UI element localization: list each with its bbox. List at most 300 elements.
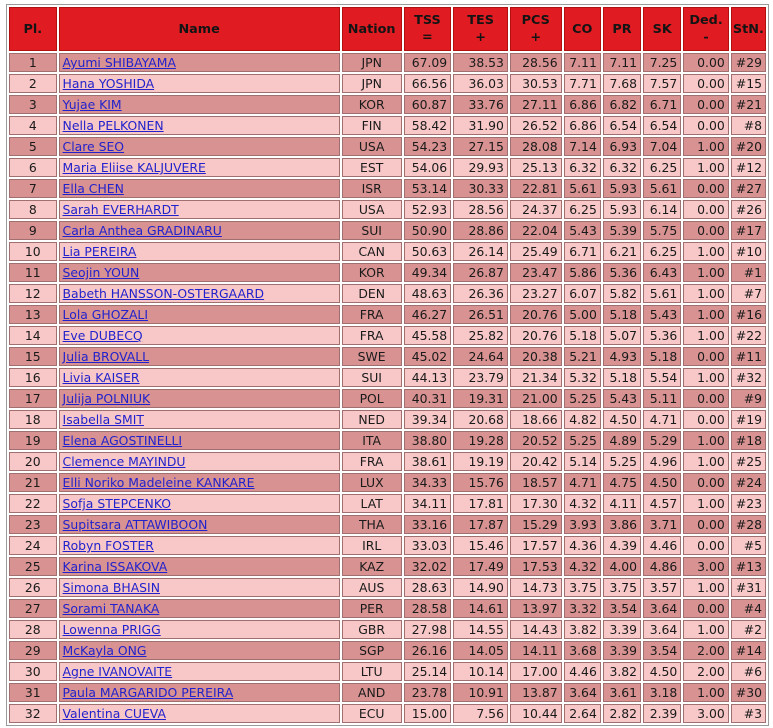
cell-pcs: 22.04 [510,221,562,240]
cell-nation: AUS [342,578,402,597]
cell-deductions: 1.00 [683,452,728,471]
cell-nation: KOR [342,95,402,114]
cell-place: 7 [9,179,57,198]
header-start-number[interactable]: StN. [731,7,766,51]
cell-name [59,347,340,366]
skater-name-link[interactable]: Livia KAISER [62,370,140,385]
cell-tes: 28.56 [453,200,508,219]
cell-tss: 67.09 [404,53,452,72]
cell-nation: NED [342,410,402,429]
cell-start-number: #30 [731,683,766,702]
skater-name-link[interactable]: Karina ISSAKOVA [62,559,168,574]
cell-tss: 38.61 [404,452,452,471]
header-pcs[interactable] [510,7,562,51]
cell-place: 30 [9,662,57,681]
cell-nation: KOR [342,263,402,282]
cell-start-number: #15 [731,74,766,93]
skater-name-link[interactable]: Supitsara ATTAWIBOON [62,517,208,532]
cell-tss: 40.31 [404,389,452,408]
skater-name-link[interactable]: Eve DUBECQ [62,328,143,343]
cell-pr: 3.39 [603,641,641,660]
header-tes-label: TES [467,13,494,28]
table-row [9,704,766,723]
cell-pcs: 28.08 [510,137,562,156]
cell-deductions: 1.00 [683,494,728,513]
skater-name-link[interactable]: Lola GHOZALI [62,307,148,322]
cell-co: 7.71 [564,74,601,93]
cell-sk: 5.61 [643,179,681,198]
table-row [9,515,766,534]
cell-name [59,305,340,324]
cell-place: 8 [9,200,57,219]
cell-tss: 15.00 [404,704,452,723]
cell-co: 6.25 [564,200,601,219]
cell-pcs: 20.76 [510,326,562,345]
cell-nation: FIN [342,116,402,135]
skater-name-link[interactable]: Sarah EVERHARDT [62,202,179,217]
cell-start-number: #5 [731,536,766,555]
cell-co: 5.25 [564,389,601,408]
cell-sk: 3.71 [643,515,681,534]
skater-name-link[interactable]: Elena AGOSTINELLI [62,433,183,448]
cell-tes: 31.90 [453,116,508,135]
cell-co: 3.32 [564,599,601,618]
cell-tss: 54.23 [404,137,452,156]
cell-pr: 7.68 [603,74,641,93]
cell-start-number: #3 [731,704,766,723]
header-tss-label: TSS [414,13,441,28]
cell-place: 28 [9,620,57,639]
cell-name [59,662,340,681]
cell-pr: 5.36 [603,263,641,282]
cell-tss: 49.34 [404,263,452,282]
cell-tes: 26.87 [453,263,508,282]
cell-start-number: #8 [731,116,766,135]
cell-pr: 3.54 [603,599,641,618]
cell-place: 2 [9,74,57,93]
cell-pr: 4.00 [603,557,641,576]
cell-deductions: 0.00 [683,410,728,429]
cell-pr: 5.18 [603,305,641,324]
cell-tss: 45.02 [404,347,452,366]
cell-start-number: #14 [731,641,766,660]
skater-name-link[interactable]: McKayla ONG [62,643,147,658]
skater-name-link[interactable]: Clemence MAYINDU [62,454,186,469]
cell-tes: 19.19 [453,452,508,471]
cell-name [59,494,340,513]
cell-nation: GBR [342,620,402,639]
cell-nation: FRA [342,326,402,345]
header-pr[interactable]: PR [603,7,641,51]
header-place[interactable]: Pl. [9,7,57,51]
cell-tss: 28.58 [404,599,452,618]
cell-pcs: 14.11 [510,641,562,660]
cell-tss: 34.33 [404,473,452,492]
cell-deductions: 0.00 [683,389,728,408]
cell-sk: 4.71 [643,410,681,429]
skater-name-link[interactable]: Ella CHEN [62,181,124,196]
header-name[interactable]: Name [59,7,340,51]
table-row [9,452,766,471]
cell-tes: 26.51 [453,305,508,324]
cell-place: 1 [9,53,57,72]
table-row [9,305,766,324]
cell-place: 24 [9,536,57,555]
cell-start-number: #29 [731,53,766,72]
skater-name-link[interactable]: Isabella SMIT [62,412,144,427]
cell-name [59,683,340,702]
header-sk[interactable]: SK [643,7,681,51]
cell-deductions: 1.00 [683,158,728,177]
cell-pr: 2.82 [603,704,641,723]
cell-deductions: 1.00 [683,326,728,345]
table-row [9,599,766,618]
cell-pcs: 20.38 [510,347,562,366]
skater-name-link[interactable]: Clare SEO [62,139,125,154]
cell-sk: 3.54 [643,641,681,660]
cell-name [59,242,340,261]
cell-sk: 3.18 [643,683,681,702]
cell-tss: 50.63 [404,242,452,261]
cell-tes: 36.03 [453,74,508,93]
cell-pcs: 20.42 [510,452,562,471]
cell-sk: 5.75 [643,221,681,240]
cell-sk: 6.54 [643,116,681,135]
table-row [9,410,766,429]
cell-sk: 7.57 [643,74,681,93]
cell-place: 21 [9,473,57,492]
cell-tss: 27.98 [404,620,452,639]
table-row [9,557,766,576]
table-row [9,473,766,492]
cell-place: 11 [9,263,57,282]
skater-name-link[interactable]: Yujae KIM [62,97,122,112]
skater-name-link[interactable]: Robyn FOSTER [62,538,154,553]
cell-co: 6.32 [564,158,601,177]
cell-deductions: 1.00 [683,620,728,639]
cell-pcs: 25.49 [510,242,562,261]
cell-tes: 14.61 [453,599,508,618]
cell-nation: KAZ [342,557,402,576]
cell-tss: 60.87 [404,95,452,114]
cell-start-number: #17 [731,221,766,240]
table-row [9,242,766,261]
table-header [9,7,766,51]
cell-pr: 5.18 [603,368,641,387]
cell-pcs: 18.57 [510,473,562,492]
cell-name [59,641,340,660]
cell-pcs: 17.53 [510,557,562,576]
cell-start-number: #21 [731,95,766,114]
cell-deductions: 1.00 [683,242,728,261]
cell-place: 29 [9,641,57,660]
cell-start-number: #12 [731,158,766,177]
cell-co: 4.82 [564,410,601,429]
cell-place: 22 [9,494,57,513]
cell-deductions: 1.00 [683,284,728,303]
cell-deductions: 1.00 [683,263,728,282]
cell-co: 5.25 [564,431,601,450]
cell-nation: LUX [342,473,402,492]
cell-start-number: #7 [731,284,766,303]
cell-tes: 17.87 [453,515,508,534]
cell-pr: 6.54 [603,116,641,135]
cell-co: 4.36 [564,536,601,555]
cell-co: 5.21 [564,347,601,366]
cell-tes: 7.56 [453,704,508,723]
cell-start-number: #22 [731,326,766,345]
cell-place: 12 [9,284,57,303]
cell-co: 6.86 [564,116,601,135]
skater-name-link[interactable]: Julija POLNIUK [62,391,151,406]
cell-name [59,515,340,534]
cell-tss: 23.78 [404,683,452,702]
cell-name [59,200,340,219]
cell-tss: 25.14 [404,662,452,681]
cell-tss: 38.80 [404,431,452,450]
header-tss[interactable] [404,7,452,51]
cell-pcs: 23.47 [510,263,562,282]
cell-nation: THA [342,515,402,534]
cell-deductions: 3.00 [683,704,728,723]
header-co[interactable]: CO [564,7,601,51]
skater-name-link[interactable]: Babeth HANSSON-OSTERGAARD [62,286,265,301]
cell-place: 9 [9,221,57,240]
cell-tss: 32.02 [404,557,452,576]
skater-name-link[interactable]: Seojin YOUN [62,265,140,280]
cell-tss: 45.58 [404,326,452,345]
cell-pr: 5.82 [603,284,641,303]
cell-name [59,452,340,471]
cell-nation: JPN [342,53,402,72]
cell-pr: 3.75 [603,578,641,597]
cell-co: 6.86 [564,95,601,114]
cell-sk: 6.43 [643,263,681,282]
cell-pcs: 14.73 [510,578,562,597]
cell-nation: ISR [342,179,402,198]
cell-place: 19 [9,431,57,450]
cell-sk: 4.50 [643,473,681,492]
cell-nation: USA [342,137,402,156]
skater-name-link[interactable]: Lowenna PRIGG [62,622,161,637]
skater-name-link[interactable]: Nella PELKONEN [62,118,164,133]
cell-tss: 44.13 [404,368,452,387]
skater-name-link[interactable]: Carla Anthea GRADINARU [62,223,222,238]
cell-tss: 33.16 [404,515,452,534]
cell-start-number: #26 [731,200,766,219]
cell-tss: 33.03 [404,536,452,555]
header-ded-label: Ded. [689,13,723,28]
cell-name [59,53,340,72]
cell-tss: 54.06 [404,158,452,177]
cell-tes: 19.28 [453,431,508,450]
cell-place: 18 [9,410,57,429]
cell-tss: 28.63 [404,578,452,597]
cell-tss: 52.93 [404,200,452,219]
table-row [9,620,766,639]
cell-place: 31 [9,683,57,702]
cell-pcs: 15.29 [510,515,562,534]
cell-pr: 3.82 [603,662,641,681]
cell-sk: 5.18 [643,347,681,366]
cell-sk: 5.54 [643,368,681,387]
cell-tss: 58.42 [404,116,452,135]
cell-nation: DEN [342,284,402,303]
table-row [9,95,766,114]
cell-start-number: #25 [731,452,766,471]
cell-deductions: 1.00 [683,305,728,324]
cell-co: 2.64 [564,704,601,723]
cell-pr: 3.86 [603,515,641,534]
header-deductions[interactable] [683,7,728,51]
cell-co: 3.93 [564,515,601,534]
cell-co: 3.68 [564,641,601,660]
cell-deductions: 3.00 [683,557,728,576]
cell-pr: 5.39 [603,221,641,240]
skater-name-link[interactable]: Lia PEREIRA [62,244,137,259]
skater-name-link[interactable]: Agne IVANOVAITE [62,664,173,679]
cell-deductions: 1.00 [683,368,728,387]
header-pcs-label: PCS [521,13,550,28]
skater-name-link[interactable]: Maria Eliise KALJUVERE [62,160,206,175]
table-row [9,536,766,555]
cell-sk: 3.64 [643,620,681,639]
cell-place: 3 [9,95,57,114]
cell-name [59,536,340,555]
cell-name [59,95,340,114]
cell-place: 15 [9,347,57,366]
cell-start-number: #4 [731,599,766,618]
cell-pr: 4.39 [603,536,641,555]
cell-name [59,557,340,576]
cell-co: 7.14 [564,137,601,156]
cell-pr: 5.07 [603,326,641,345]
cell-deductions: 0.00 [683,95,728,114]
cell-pcs: 22.81 [510,179,562,198]
cell-deductions: 0.00 [683,200,728,219]
skater-name-link[interactable]: Sofja STEPCENKO [62,496,172,511]
cell-tes: 28.86 [453,221,508,240]
cell-start-number: #9 [731,389,766,408]
cell-tes: 33.76 [453,95,508,114]
cell-nation: FRA [342,452,402,471]
cell-nation: SWE [342,347,402,366]
cell-co: 4.32 [564,557,601,576]
cell-pcs: 21.34 [510,368,562,387]
cell-co: 5.18 [564,326,601,345]
cell-pr: 6.93 [603,137,641,156]
table-row [9,431,766,450]
skater-name-link[interactable]: Simona BHASIN [62,580,160,595]
cell-sk: 6.71 [643,95,681,114]
cell-start-number: #32 [731,368,766,387]
cell-start-number: #19 [731,410,766,429]
cell-pcs: 20.76 [510,305,562,324]
cell-tes: 14.05 [453,641,508,660]
cell-tes: 24.64 [453,347,508,366]
cell-pcs: 18.66 [510,410,562,429]
table-body [9,53,766,723]
cell-start-number: #20 [731,137,766,156]
cell-co: 7.11 [564,53,601,72]
cell-deductions: 0.00 [683,515,728,534]
cell-co: 5.32 [564,368,601,387]
cell-tes: 15.46 [453,536,508,555]
cell-place: 13 [9,305,57,324]
cell-name [59,599,340,618]
cell-place: 27 [9,599,57,618]
cell-co: 3.75 [564,578,601,597]
skater-name-link[interactable]: Sorami TANAKA [62,601,160,616]
cell-tes: 15.76 [453,473,508,492]
cell-deductions: 2.00 [683,662,728,681]
table-row [9,158,766,177]
cell-name [59,221,340,240]
cell-place: 26 [9,578,57,597]
cell-name [59,389,340,408]
cell-pr: 4.89 [603,431,641,450]
cell-tss: 39.34 [404,410,452,429]
cell-pcs: 21.00 [510,389,562,408]
cell-tss: 34.11 [404,494,452,513]
skater-name-link[interactable]: Hana YOSHIDA [62,76,155,91]
header-tes[interactable] [453,7,508,51]
skater-name-link[interactable]: Paula MARGARIDO PEREIRA [62,685,234,700]
cell-nation: SUI [342,368,402,387]
cell-pcs: 27.11 [510,95,562,114]
cell-pr: 4.11 [603,494,641,513]
cell-nation: ITA [342,431,402,450]
header-nation[interactable]: Nation [342,7,402,51]
cell-pcs: 17.57 [510,536,562,555]
table-row [9,326,766,345]
cell-deductions: 1.00 [683,683,728,702]
cell-place: 6 [9,158,57,177]
skater-name-link[interactable]: Julia BROVALL [62,349,150,364]
cell-co: 5.61 [564,179,601,198]
cell-name [59,431,340,450]
cell-pr: 7.11 [603,53,641,72]
cell-tes: 19.31 [453,389,508,408]
cell-name [59,368,340,387]
cell-tes: 27.15 [453,137,508,156]
table-row [9,74,766,93]
cell-pr: 3.39 [603,620,641,639]
skater-name-link[interactable]: Ayumi SHIBAYAMA [62,55,176,70]
table-row [9,263,766,282]
cell-place: 14 [9,326,57,345]
cell-tes: 38.53 [453,53,508,72]
cell-name [59,473,340,492]
skater-name-link[interactable]: Valentina CUEVA [62,706,166,721]
skater-name-link[interactable]: Elli Noriko Madeleine KANKARE [62,475,255,490]
cell-start-number: #6 [731,662,766,681]
cell-tes: 20.68 [453,410,508,429]
cell-pcs: 30.53 [510,74,562,93]
cell-sk: 2.39 [643,704,681,723]
cell-sk: 5.61 [643,284,681,303]
cell-co: 5.86 [564,263,601,282]
cell-co: 4.32 [564,494,601,513]
cell-co: 5.14 [564,452,601,471]
cell-start-number: #27 [731,179,766,198]
cell-pr: 6.32 [603,158,641,177]
cell-co: 5.43 [564,221,601,240]
cell-tes: 30.33 [453,179,508,198]
cell-pcs: 13.97 [510,599,562,618]
cell-name [59,326,340,345]
cell-co: 3.64 [564,683,601,702]
